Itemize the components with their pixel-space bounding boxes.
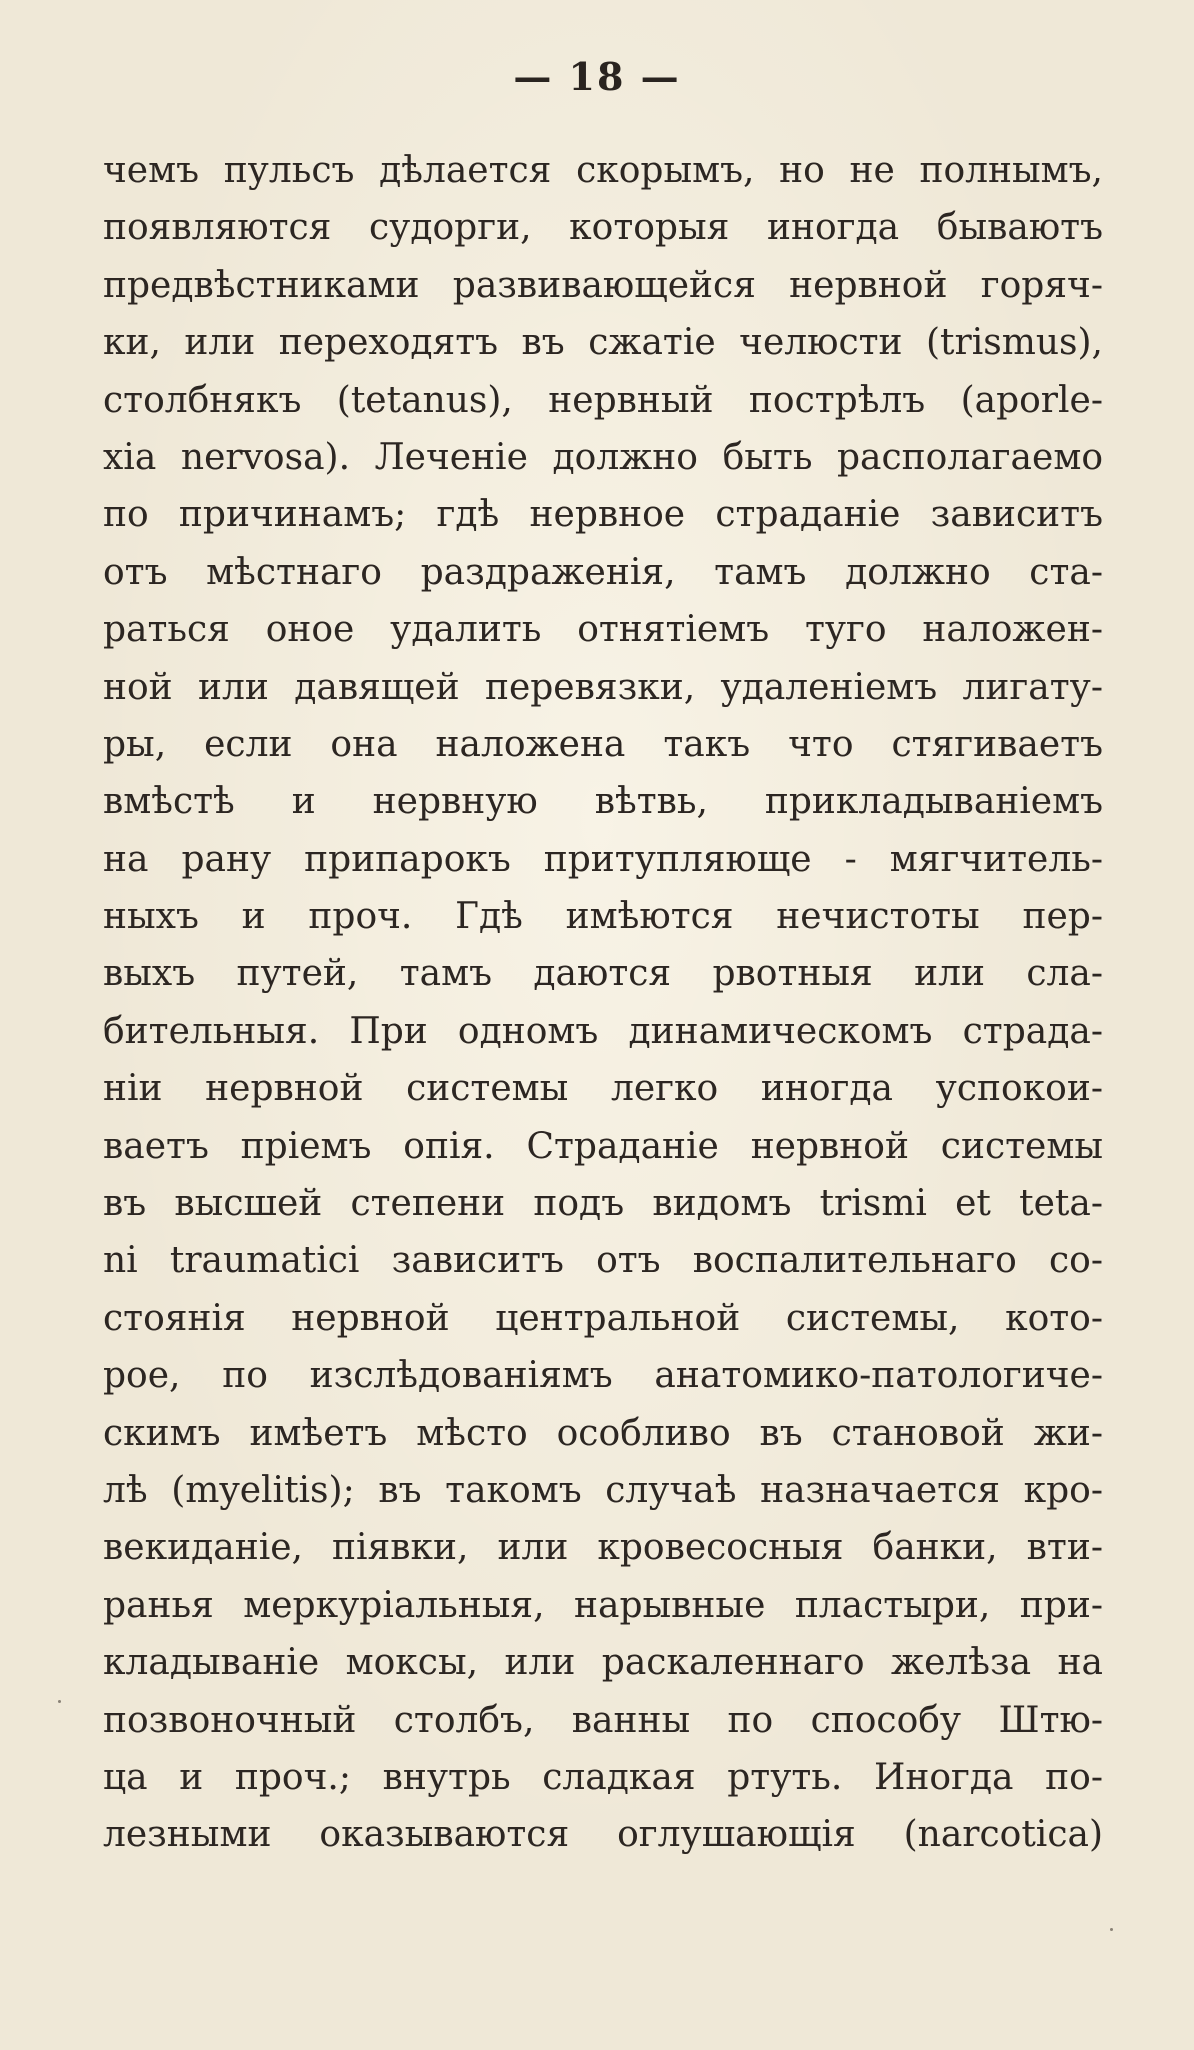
text-line: ранья меркуріальныя, нарывные пластыри, при- xyxy=(103,1584,1103,1626)
text-line: столбнякъ (tetanus), нервный пострѣлъ (aporle- xyxy=(103,379,1103,421)
text-line: на рану припарокъ притупляюще - мягчитель- xyxy=(103,838,1103,880)
text-line: раться оное удалить отнятіемъ туго наложен- xyxy=(103,609,1103,651)
text-line: ваетъ пріемъ опія. Страданіе нервной системы xyxy=(103,1125,1103,1167)
text-line: ніи нервной системы легко иногда успокои- xyxy=(103,1068,1103,1110)
text-line: выхъ путей, тамъ даются рвотныя или сла- xyxy=(103,953,1103,995)
text-line: чемъ пульсъ дѣлается скорымъ, но не полнымъ, xyxy=(103,150,1103,191)
text-line: отъ мѣстнаго раздраженія, тамъ должно ста- xyxy=(103,551,1103,593)
text-line: бительныя. При одномъ динамическомъ страда- xyxy=(103,1010,1103,1052)
text-line: стоянія нервной центральной системы, кото- xyxy=(103,1297,1103,1339)
text-line: кладываніе моксы, или раскаленнаго желѣза на xyxy=(103,1642,1103,1684)
text-line: въ высшей степени подъ видомъ trismi et teta- xyxy=(103,1183,1103,1225)
paper-speck xyxy=(58,1700,61,1703)
text-line: вмѣстѣ и нервную вѣтвь, прикладываніемъ xyxy=(103,781,1103,823)
page-number: — 18 — xyxy=(513,54,681,99)
body-text xyxy=(103,142,1103,1864)
text-line: по причинамъ; гдѣ нервное страданіе зависитъ xyxy=(103,494,1103,536)
text-line: рое, по изслѣдованіямъ анатомико-патологиче- xyxy=(103,1355,1103,1397)
text-line: ной или давящей перевязки, удаленіемъ лигату- xyxy=(103,666,1103,708)
text-line: ца и проч.; внутрь сладкая ртуть. Иногда по- xyxy=(103,1756,1103,1798)
text-line: появляются судорги, которыя иногда бываютъ xyxy=(103,207,1103,249)
text-line: позвоночный столбъ, ванны по способу Штю- xyxy=(103,1699,1103,1741)
paper-speck xyxy=(1110,1928,1113,1931)
text-line: векиданіе, піявки, или кровесосныя банки, вти- xyxy=(103,1527,1103,1569)
text-line: ры, если она наложена такъ что стягиваетъ xyxy=(103,723,1103,765)
text-line: ныхъ и проч. Гдѣ имѣются нечистоты пер- xyxy=(103,896,1103,938)
text-line: ки, или переходятъ въ сжатіе челюсти (trismus), xyxy=(103,322,1103,364)
text-line: ni traumatici зависитъ отъ воспалительнаго со- xyxy=(103,1240,1103,1282)
text-line: предвѣстниками развивающейся нервной горяч- xyxy=(103,264,1103,306)
text-line: лезными оказываются оглушающія (narcotica) xyxy=(103,1814,1103,1856)
text-line: xia nervosa). Леченіе должно быть располагаемо xyxy=(103,436,1103,478)
text-line: скимъ имѣетъ мѣсто особливо въ становой жи- xyxy=(103,1412,1103,1454)
text-line: лѣ (myelitis); въ такомъ случаѣ назначается кро- xyxy=(103,1469,1103,1511)
